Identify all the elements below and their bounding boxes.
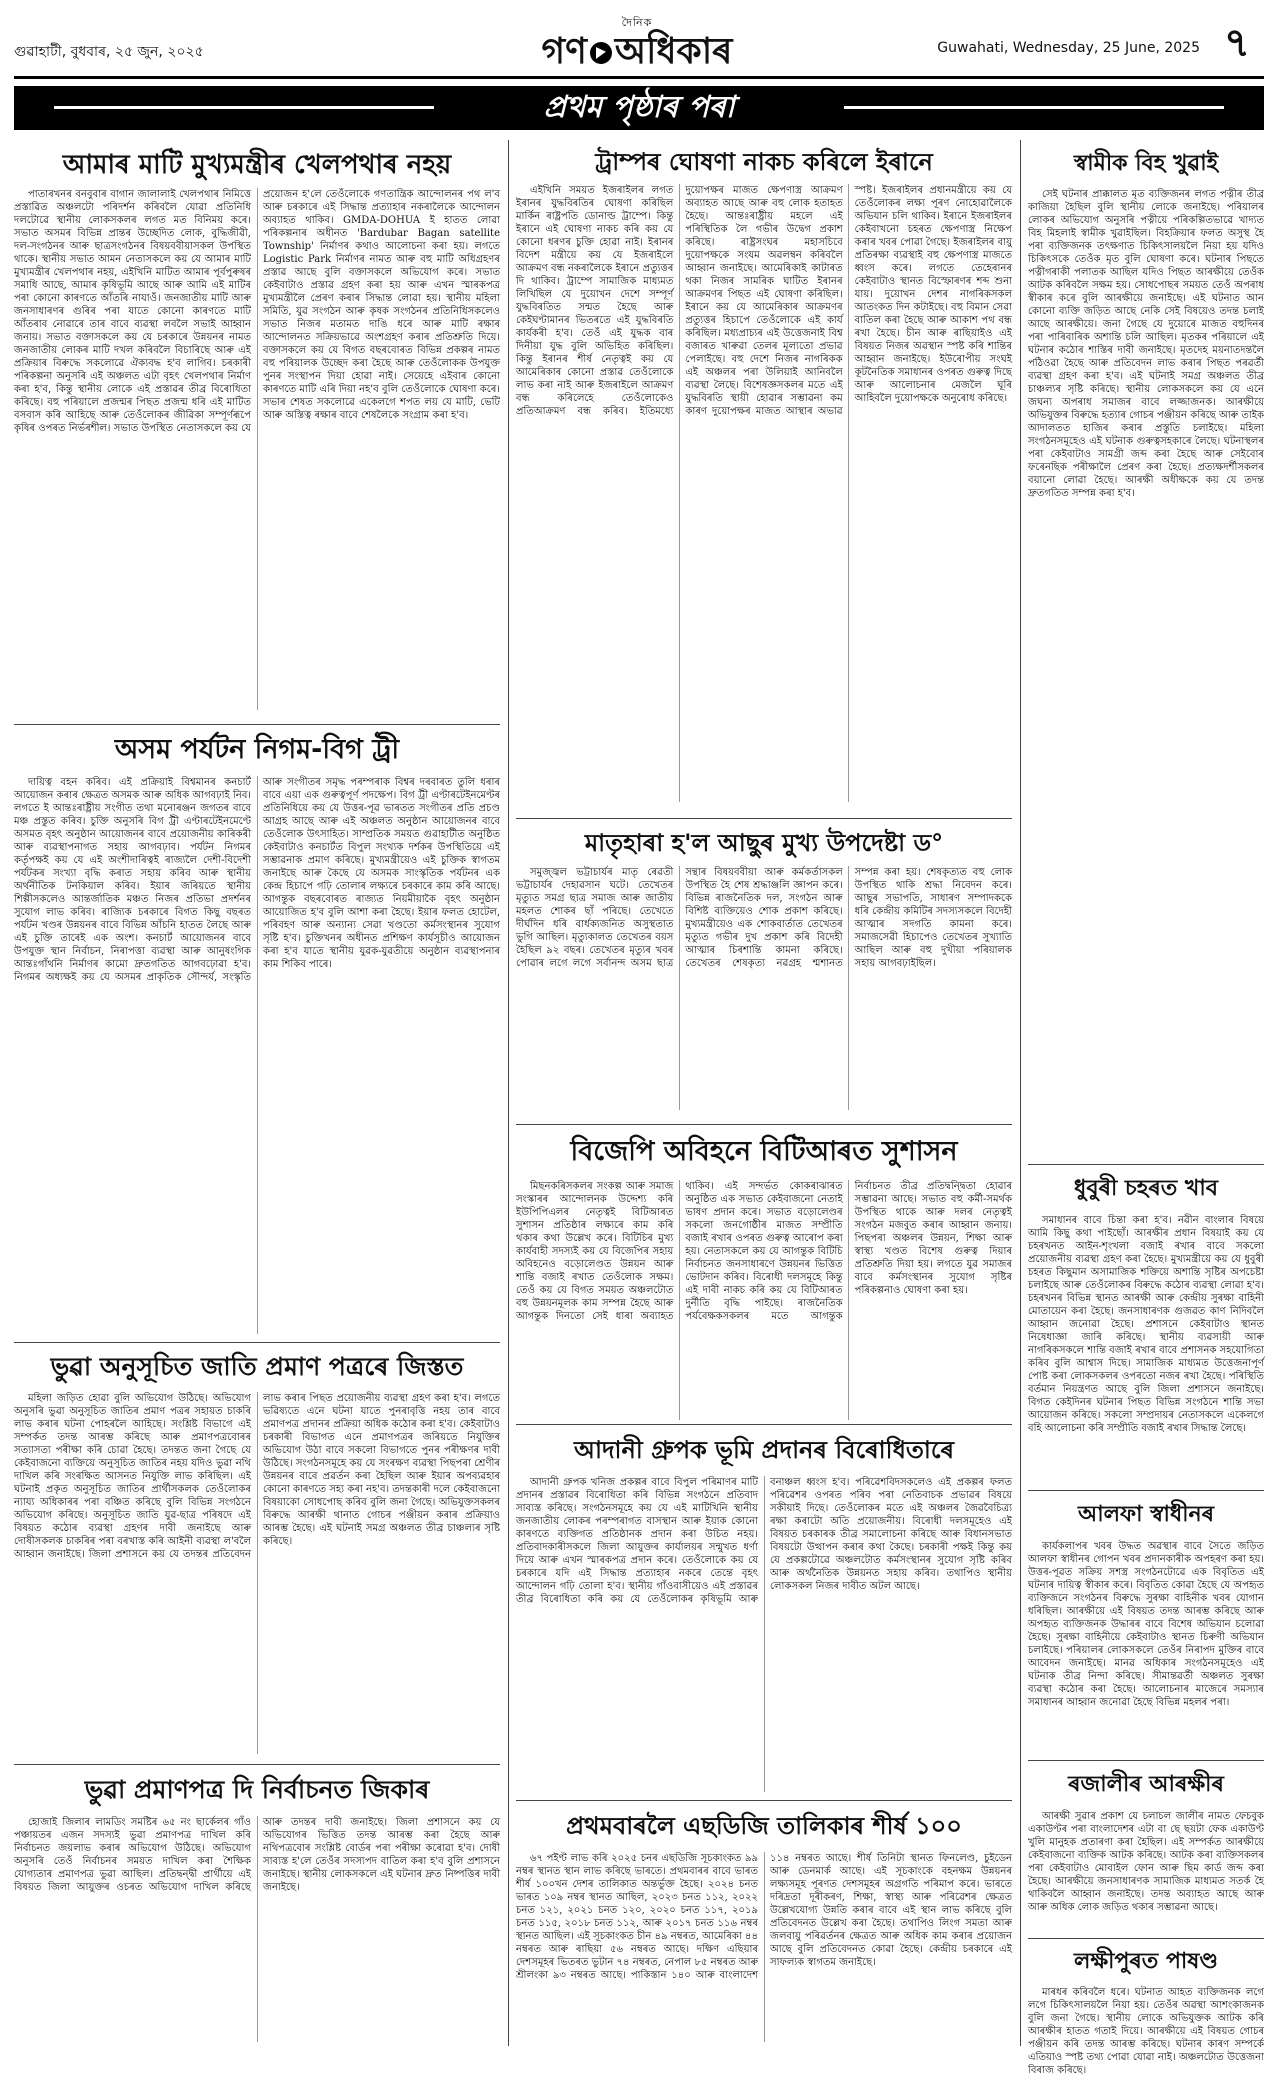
dateline-left: গুৱাহাটী, বুধবাৰ, ২৫ জুন, ২০২৫ — [14, 44, 204, 60]
body-c4: আৰক্ষী সুৱাৰ প্ৰকাশ যে চলাচল জালীৰ নামত ফেচবুক একাউণ্টৰ পৰা বাংলাদেশৰ এটা বা ছে ছয়টা ফেক একাউণ্ট খুলি মানুহক প্ৰতাৰণা কৰা হৈছিল। এই সম্পৰ্কত আৰক্ষীয়ে কেইবাজনো ব্যক্তিক আটক কৰিছে। আটক কৰা ব্যক্তিসকলৰ পৰা কেইবাটাও মোবাইল ফোন আৰু ছিম কাৰ্ড জব্দ কৰা হৈছে। আৰক্ষীয়ে জনসাধাৰণক সামাজিক মাধ্যমত সতৰ্ক হৈ থাকিবলৈ আহ্বান জনাইছে। তদন্ত অব্যাহত আছে আৰু আৰু অধিক লোক জড়িত থকাৰ সম্ভাৱনা আছে। — [1028, 1811, 1264, 1913]
headline-c3: আলফা স্বাধীনৰ — [1077, 1502, 1215, 1527]
column-divider — [508, 140, 509, 2046]
rule — [14, 724, 500, 725]
article-a1 — [14, 148, 500, 720]
body-b3: মিছনকৰিসকলৰ সংকল্প আৰু সমাজ সংস্কাৰৰ আন্দোলনক উদ্দেশ্য কৰি ইউপিপিএলৰ নেতৃত্বই বিটিআৰত সুশাসন প্ৰতিষ্ঠাৰ লক্ষ্যৰে কাম কৰি থকাৰ কথা উল্লেখ কৰে। বিটিচিৰ মুখ্য কাৰ্যবাহী সদস্যই কয় যে বিজেপিৰ সহায় অবিহনেও বড়োলেণ্ডত উন্নয়ন আৰু শান্তি বজাই ৰখাত তেওঁলোক সক্ষম। তেওঁ কয় যে বিগত সময়ত অঞ্চলটোত বহু উন্নয়নমূলক কাম সম্পন্ন হৈছে আৰু আগন্তুক দিনতো সেই ধাৰা অব্যাহত থাকিব। এই সন্দৰ্ভত কোকৰাঝাৰত অনুষ্ঠিত এক সভাত কেইবাজনো নেতাই ভাষণ প্ৰদান কৰে। সভাত বড়োলেণ্ডৰ সকলো জনগোষ্ঠীৰ মাজত সম্প্ৰীতি বজাই ৰখাৰ ওপৰত গুৰুত্ব আৰোপ কৰা হয়। নেতাসকলে কয় যে আগন্তুক বিটিচি নিৰ্বাচনত জনসাধাৰণে উন্নয়নৰ ভিত্তিত ভোটদান কৰিব। বিৰোধী দলসমূহে কিন্তু এই দাবী নাকচ কৰি কয় যে বিটিআৰত দুৰ্নীতি বৃদ্ধি পাইছে। ৰাজনৈতিক পৰ্যবেক্ষকসকলৰ মতে আগন্তুক নিৰ্বাচনত তীব্ৰ প্ৰতিদ্বন্দ্বিতা হোৱাৰ সম্ভাৱনা আছে। সভাত বহু কৰ্মী-সমৰ্থক উপস্থিত থাকে আৰু দলৰ নেতৃত্বই সংগঠন মজবুত কৰাৰ আহ্বান জনায়। পিছপৰা অঞ্চলৰ উন্নয়ন, শিক্ষা আৰু স্বাস্থ্য খণ্ডত বিশেষ গুৰুত্ব দিয়াৰ প্ৰতিশ্ৰুতি দিয়া হয়। লগতে যুৱ সমাজৰ বাবে কৰ্মসংস্থানৰ সুযোগ সৃষ্টিৰ পৰিকল্পনাও ঘোষণা কৰা হয়। — [516, 1181, 1012, 1322]
logo-name-part2: অধিকাৰ — [614, 31, 733, 72]
headline-a3: ভুৱা অনুসূচিত জাতি প্ৰমাণ পত্ৰৰে জিস্তত — [50, 1352, 464, 1381]
masthead-rule — [14, 76, 1264, 79]
body-b2: সমুজ্জ্বল ভট্টাচাৰ্যৰ মাতৃ ৰেৱতী ভট্টাচাৰ্যৰ দেহাৱসান ঘটে। তেখেতৰ মৃত্যুত সমগ্ৰ ছাত্ৰ সমাজ আৰু জাতীয় মহলত শোকৰ ছাঁ পৰিছে। তেখেতে দীৰ্ঘদিন ধৰি বাৰ্ধক্যজনিত অসুস্থতাত ভুগি আছিল। মৃত্যুকালত তেখেতৰ বয়স হৈছিল ৯২ বছৰ। তেখেতৰ মৃত্যুৰ খবৰ পোৱাৰ লগে লগে সৰ্বানন্দ অসম ছাত্ৰ সন্থাৰ বিষয়ববীয়া আৰু কৰ্মকৰ্তাসকল উপস্থিত হৈ শেষ শ্ৰদ্ধাঞ্জলি জ্ঞাপন কৰে। বিভিন্ন ৰাজনৈতিক দল, সংগঠন আৰু বিশিষ্ট ব্যক্তিয়েও শোক প্ৰকাশ কৰিছে। মুখ্যমন্ত্ৰীয়েও এক শোকবাৰ্তাত তেখেতৰ মৃত্যুত গভীৰ দুখ প্ৰকাশ কৰি বিদেহী আত্মাৰ চিৰশান্তি কামনা কৰিছে। তেখেতৰ শেষকৃত্য নৱগ্ৰহ শ্মশানত সম্পন্ন কৰা হয়। শেষকৃত্যত বহু লোক উপস্থিত থাকি শ্ৰদ্ধা নিবেদন কৰে। আছুৰ সভাপতি, সাধাৰণ সম্পাদককে ধৰি কেন্দ্ৰীয় কমিটিৰ সদস্যসকলে বিদেহী আত্মাৰ সদগতি কামনা কৰে। সমাজসেৱী হিচাপেও তেখেতৰ সুখ্যাতি আছিল আৰু বহু দুখীয়া পৰিয়ালক সহায় আগবঢ়াইছিল। — [516, 867, 1012, 969]
article-a4 — [14, 1770, 500, 2046]
body-a3: মহিলা জড়িত হোৱা বুলি অভিযোগ উঠিছে। অভিযোগ অনুসৰি ভুৱা অনুসূচিত জাতিৰ প্ৰমাণ পত্ৰৰ সহায়ত চাকৰি লাভ কৰাৰ ঘটনা পোহৰলৈ আহিছে। সংশ্লিষ্ট বিভাগে এই সম্পৰ্কত তদন্ত আৰম্ভ কৰিছে আৰু প্ৰমাণপত্ৰবোৰৰ সত্যাসত্য পৰীক্ষা কৰি চোৱা হৈছে। তদন্তত জনা গৈছে যে কেইবাজনো ব্যক্তিয়ে অনুসূচিত জাতিৰ নহয় যদিও ভুৱা নথি দাখিল কৰি সংৰক্ষিত আসনত নিযুক্তি লাভ কৰিছিল। এই ঘটনাই প্ৰকৃত অনুসূচিত জাতিৰ প্ৰাৰ্থীসকলক তেওঁলোকৰ ন্যায্য অধিকাৰৰ পৰা বঞ্চিত কৰিছে বুলি বিভিন্ন সংগঠনে অভিযোগ কৰিছে। অনুসূচিত জাতি যুৱ-ছাত্ৰ পৰিষদে এই বিষয়ত কঠোৰ ব্যৱস্থা গ্ৰহণৰ দাবী জনাইছে আৰু দোষীসকলক চাকৰিৰ পৰা বৰখাস্ত কৰি আইনী ব্যৱস্থা ল'বলৈ আহ্বান জনাইছে। জিলা প্ৰশাসনে কয় যে তদন্তৰ প্ৰতিবেদন লাভ কৰাৰ পিছত প্ৰয়োজনীয় ব্যৱস্থা গ্ৰহণ কৰা হ'ব। লগতে ভৱিষ্যতে এনে ঘটনা যাতে পুনৰাবৃত্তি নহয় তাৰ বাবে প্ৰমাণপত্ৰ প্ৰদানৰ প্ৰক্ৰিয়া অধিক কঠোৰ কৰা হ'ব। কেইবাটাও চৰকাৰী বিভাগত এনে প্ৰমাণপত্ৰৰ জৰিয়তে নিযুক্তিৰ অভিযোগ উঠা বাবে সকলো বিভাগতে পুনৰ পৰীক্ষণৰ দাবী উঠিছে। সংগঠনসমূহে কয় যে সংৰক্ষণ ব্যৱস্থা পিছপৰা শ্ৰেণীৰ উন্নয়নৰ বাবে প্ৰৱৰ্তন কৰা হৈছিল আৰু ইয়াৰ অপব্যৱহাৰ কোনো কাৰণতে সহ্য কৰা নহ'ব। তদন্তকাৰী দলে কেইবাজনো বিষয়াকো সোধপোছ কৰিব বুলি জনা গৈছে। অভিযুক্তসকলৰ বিৰুদ্ধে আৰক্ষী থানাত গোচৰ পঞ্জীয়ন কৰাৰ প্ৰক্ৰিয়াও আৰম্ভ হৈছে। এই ঘটনাই সমগ্ৰ অঞ্চলত তীব্ৰ চাঞ্চল্যৰ সৃষ্টি কৰিছে। — [14, 1393, 500, 1560]
body-b5: ৬৭ পইণ্ট লাভ কৰি ২০২৫ চনৰ এছডিজি সূচকাংকত ৯৯ নম্বৰ স্থানত স্থান লাভ কৰিছে ভাৰতে। প্ৰথমবাৰৰ বাবে ভাৰত শীৰ্ষ ১০০খন দেশৰ তালিকাত অন্তৰ্ভুক্ত হৈছে। ২০২৪ চনত ভাৰত ১০৯ নম্বৰ স্থানত আছিল, ২০২৩ চনত ১১২, ২০২২ চনত ১২১, ২০২১ চনত ১২০, ২০২০ চনত ১১৭, ২০১৯ চনত ১১৫, ২০১৮ চনত ১১২, আৰু ২০১৭ চনত ১১৬ নম্বৰ স্থানত আছিল। এই সূচকাংকত চীন ৪৯ নম্বৰত, আমেৰিকা ৪৪ নম্বৰত আৰু ৰাছিয়া ৫৬ নম্বৰত আছে। দক্ষিণ এছিয়াৰ দেশসমূহৰ ভিতৰত ভুটান ৭৪ নম্বৰত, নেপাল ৮৫ নম্বৰত আৰু শ্ৰীলংকা ৯৩ নম্বৰত আছে। পাকিস্তান ১৪০ আৰু বাংলাদেশ ১১৪ নম্বৰত আছে। শীৰ্ষ তিনিটা স্থানত ফিনলেণ্ড, চুইডেন আৰু ডেনমাৰ্ক আছে। এই সূচকাংকে বহনক্ষম উন্নয়নৰ লক্ষ্যসমূহ পূৰণত দেশসমূহৰ অগ্ৰগতি পৰিমাপ কৰে। ভাৰতে দৰিদ্ৰতা দূৰীকৰণ, শিক্ষা, স্বাস্থ্য আৰু পৰিৱেশৰ ক্ষেত্ৰত উল্লেখযোগ্য উন্নতি কৰাৰ বাবে এই স্থান লাভ কৰিছে বুলি প্ৰতিবেদনত উল্লেখ কৰা হৈছে। তথাপিও লিংগ সমতা আৰু জলবায়ু পৰিৱৰ্তনৰ ক্ষেত্ৰত আৰু অধিক কাম কৰাৰ প্ৰয়োজন আছে বুলি প্ৰতিবেদনত কোৱা হৈছে। কেন্দ্ৰীয় চৰকাৰে এই সাফল্যক স্বাগতম জনাইছে। — [516, 1853, 1012, 1981]
rule — [1028, 1164, 1264, 1165]
article-b4 — [516, 1430, 1012, 1796]
logo-name-part1: গণ — [541, 31, 587, 72]
headline-a4: ভুৱা প্ৰমাণপত্ৰ দি নিৰ্বাচনত জিকাৰ — [84, 1775, 430, 1804]
section-banner: প্ৰথম পৃষ্ঠাৰ পৰা — [14, 86, 1264, 130]
headline-b1: ট্ৰাম্পৰ ঘোষণা নাকচ কৰিলে ইৰানে — [595, 148, 933, 176]
rule — [1028, 1760, 1264, 1761]
body-c2: সমাধানৰ বাবে চিন্তা কৰা হ'ব। নৱীন বাংলাৰ বিষয়ে আমি কিছু কথা পাইছোঁ। আৰক্ষীৰ প্ৰধান বিষয়াই কয় যে চহৰখনত আইন-শৃংখলা বজাই ৰখাৰ বাবে সকলো প্ৰয়োজনীয় ব্যৱস্থা গ্ৰহণ কৰা হৈছে। মুখ্যমন্ত্ৰীয়ে কয় যে ধুবুৰী চহৰত কিছুমান অসামাজিক শক্তিয়ে অশান্তি সৃষ্টিৰ অপচেষ্টা চলাইছে আৰু তেওঁলোকৰ বিৰুদ্ধে কঠোৰ ব্যৱস্থা লোৱা হ'ব। চহৰখনৰ বিভিন্ন স্থানত আৰক্ষী আৰু কেন্দ্ৰীয় সুৰক্ষা বাহিনী মোতায়েন কৰা হৈছে। জনসাধাৰণক গুজৱত কাণ নিদিবলৈ আহ্বান জনোৱা হৈছে। প্ৰশাসনে কেইবাটাও স্থানত নিষেধাজ্ঞা জাৰি কৰিছে। স্থানীয় ব্যৱসায়ী আৰু নাগৰিকসকলে শান্তি বজাই ৰখাৰ বাবে প্ৰশাসনক সহযোগিতা কৰিব বুলি আশ্বাস দিছে। সামাজিক মাধ্যমত উত্তেজনাপূৰ্ণ পোষ্ট কৰা লোকসকলৰ ওপৰতো নজৰ ৰখা হৈছে। পৰিস্থিতি বৰ্তমান নিয়ন্ত্ৰণত আছে বুলি জিলা প্ৰশাসনে জনাইছে। বিগত কেইদিনৰ ঘটনাৰ পিছত বিভিন্ন সংগঠনে শান্তি সভা আয়োজন কৰিছে। সকলো সম্প্ৰদায়ৰ নেতাসকলে একেলগে বহি আলোচনা কৰি সম্প্ৰীতি বজাই ৰখাৰ সিদ্ধান্ত লৈছে। — [1028, 1215, 1264, 1434]
body-c3: কাৰ্যকলাপৰ খবৰ উদ্ধত অৱস্থাৰ বাবে সৈতে জড়িত আলফা স্বাধীনৰ গোপন খবৰ প্ৰদানকাৰীক অপহৰণ কৰা হয়। উত্তৰ-পূৱত সক্ৰিয় সশস্ত্ৰ সংগঠনটোৱে এক বিবৃতিত এই ঘটনাৰ দায়িত্ব স্বীকাৰ কৰে। বিবৃতিত কোৱা হৈছে যে অপহৃত ব্যক্তিজনে সংগঠনৰ বিৰুদ্ধে সুৰক্ষা বাহিনীক খবৰ যোগান ধৰিছিল। আৰক্ষীয়ে এই বিষয়ত তদন্ত আৰম্ভ কৰিছে আৰু অপহৃত ব্যক্তিজনক উদ্ধাৰৰ বাবে বিশেষ অভিযান চলোৱা হৈছে। সুৰক্ষা বাহিনীয়ে কেইবাটাও স্থানত চিৰুণী অভিযান চলাইছে। পৰিয়ালৰ লোকসকলে তেওঁৰ নিৰাপদ মুক্তিৰ বাবে আবেদন জনাইছে। মানৱ অধিকাৰ সংগঠনসমূহেও এই ঘটনাক তীব্ৰ নিন্দা কৰিছে। সীমান্তৱৰ্তী অঞ্চলত সুৰক্ষা ব্যৱস্থা কঠোৰ কৰা হৈছে। আলোচনাৰ মাজেৰে সমস্যাৰ সমাধানৰ আহ্বান জনোৱা হৈছে বিভিন্ন মহলৰ পৰা। — [1028, 1541, 1264, 1708]
article-c4 — [1028, 1766, 1264, 1934]
headline-b5: প্ৰথমবাৰলৈ এছডিজি তালিকাৰ শীৰ্ষ ১০০ — [566, 1812, 962, 1840]
headline-c2: ধুবুৰী চহৰত খাব — [1074, 1176, 1218, 1201]
rule — [516, 818, 1012, 819]
body-c5: মাৰধৰ কৰিবলৈ ধৰে। ঘটনাত আহত ব্যক্তিজনক লগে লগে চিকিৎসালয়লৈ নিয়া হয়। তেওঁৰ অৱস্থা আশংকাজনক বুলি জনা গৈছে। স্থানীয় লোকে অভিযুক্তক আটক কৰি আৰক্ষীৰ হাতত গতাই দিয়ে। আৰক্ষীয়ে এই বিষয়ত গোচৰ পঞ্জীয়ন কৰি তদন্ত আৰম্ভ কৰিছে। ঘটনাৰ কাৰণ সম্পৰ্কে এতিয়াও স্পষ্ট তথ্য পোৱা যোৱা নাই। অঞ্চলটোত উত্তেজনা বিৰাজ কৰিছে। — [1028, 1987, 1264, 2076]
article-b1 — [516, 146, 1012, 814]
headline-a2: অসম পৰ্যটন নিগম-বিগ ট্ৰী — [114, 734, 400, 765]
headline-b4: আদানী গ্ৰুপক ভূমি প্ৰদানৰ বিৰোধিতাৰে — [573, 1436, 955, 1464]
article-c1 — [1028, 146, 1264, 1160]
article-a3 — [14, 1348, 500, 1760]
body-b4: আদানী গ্ৰুপক খনিজ প্ৰকল্পৰ বাবে বিপুল পৰিমাণৰ মাটি প্ৰদানৰ প্ৰস্তাৱৰ বিৰোধিতা কৰি বিভিন্ন সংগঠনে প্ৰতিবাদ সাব্যস্ত কৰিছে। সংগঠনসমূহে কয় যে এই মাটিখিনি স্থানীয় জনজাতীয় লোকৰ পৰম্পৰাগত বাসস্থান আৰু ইয়াক কোনো কাৰণতে ব্যক্তিগত প্ৰতিষ্ঠানক প্ৰদান কৰা উচিত নহয়। প্ৰতিবাদকাৰীসকলে জিলা আয়ুক্তৰ কাৰ্যালয়ৰ সন্মুখত ধৰ্ণা দিয়ে আৰু এখন স্মাৰকপত্ৰ প্ৰদান কৰে। তেওঁলোকে কয় যে চৰকাৰে যদি এই সিদ্ধান্ত প্ৰত্যাহাৰ নকৰে তেন্তে বৃহৎ আন্দোলন গঢ়ি তোলা হ'ব। স্থানীয় গাঁওবাসীয়েও এই প্ৰস্তাৱৰ তীব্ৰ বিৰোধিতা কৰি কয় যে তেওঁলোকৰ কৃষিভূমি আৰু বনাঞ্চল ধ্বংস হ'ব। পৰিৱেশবিদসকলেও এই প্ৰকল্পৰ ফলত পৰিৱেশৰ ওপৰত পৰিব পৰা নেতিবাচক প্ৰভাৱৰ বিষয়ে সকীয়াই দিছে। তেওঁলোকৰ মতে এই অঞ্চলৰ জৈৱবৈচিত্ৰ্য ৰক্ষা কৰাটো অতি প্ৰয়োজনীয়। বিৰোধী দলসমূহেও এই বিষয়ত চৰকাৰক তীব্ৰ সমালোচনা কৰিছে আৰু বিধানসভাত বিষয়টো উত্থাপন কৰাৰ কথা কৈছে। চৰকাৰী পক্ষই কিন্তু কয় যে প্ৰকল্পটোৱে অঞ্চলটোত কৰ্মসংস্থানৰ সুযোগ সৃষ্টি কৰিব আৰু অৰ্থনৈতিক উন্নয়নত সহায় কৰিব। তথাপিও স্থানীয় লোকসকল নিজৰ দাবীত অটল আছে। — [516, 1477, 1012, 1605]
rule — [516, 1424, 1012, 1425]
headline-b2: মাতৃহাৰা হ'ল আছুৰ মুখ্য উপদেষ্টা ড° — [584, 829, 944, 857]
headline-c5: লক্ষীপুৰত পাষণ্ড — [1073, 1949, 1219, 1974]
article-b5 — [516, 1806, 1012, 2046]
dateline-right: Guwahati, Wednesday, 25 June, 2025 — [937, 40, 1200, 56]
rule — [1028, 1490, 1264, 1491]
article-c2 — [1028, 1170, 1264, 1486]
headline-c1: স্বামীক বিহ খুৱাই — [1073, 151, 1219, 176]
page-number: ৭ — [1223, 20, 1250, 66]
rule — [1028, 1938, 1264, 1939]
body-a4: হোজাই জিলাৰ লামডিং সমষ্টিৰ ৬৫ নং ছাৰ্কেলৰ গাঁও পঞ্চায়তৰ এজন সদস্যই ভুৱা প্ৰমাণপত্ৰ দাখিল কৰি নিৰ্বাচনত জয়লাভ কৰাৰ অভিযোগ উঠিছে। অভিযোগ অনুসৰি তেওঁ নিৰ্বাচনৰ সময়ত দাখিল কৰা শৈক্ষিক যোগ্যতাৰ প্ৰমাণপত্ৰ ভুৱা আছিল। প্ৰতিদ্বন্দ্বী প্ৰাৰ্থীয়ে এই বিষয়ত জিলা আয়ুক্তৰ ওচৰত অভিযোগ দাখিল কৰিছে আৰু তদন্তৰ দাবী জনাইছে। জিলা প্ৰশাসনে কয় যে অভিযোগৰ ভিত্তিত তদন্ত আৰম্ভ কৰা হৈছে আৰু নথিপত্ৰবোৰ সংশ্লিষ্ট বোৰ্ডৰ পৰা পৰীক্ষা কৰোৱা হ'ব। দোষী সাব্যস্ত হ'লে তেওঁৰ সদস্যপদ বাতিল কৰা হ'ব বুলি প্ৰশাসনে জনাইছে। স্থানীয় লোকসকলে এই ঘটনাৰ দ্ৰুত নিষ্পত্তিৰ দাবী জনাইছে। — [14, 1817, 500, 1893]
rule — [516, 1800, 1012, 1801]
body-a2: দায়িত্ব বহন কৰিব। এই প্ৰক্ৰিয়াই বিশ্বমানৰ কনচাৰ্ট আয়োজন কৰাৰ ক্ষেত্ৰত অসমক আৰু অধিক আগবঢ়াই নিব। লগতে ই আন্তঃৰাষ্ট্ৰীয় সংগীত তথা মনোৰঞ্জন জগতৰ বাবে মঞ্চ প্ৰস্তুত কৰিব। চুক্তি অনুসৰি বিগ ট্ৰী এণ্টাৰটেইনমেণ্টে অসমত বৃহৎ অনুষ্ঠান আয়োজনৰ বাবে প্ৰয়োজনীয় কাৰিকৰী আৰু ব্যৱস্থাপনাগত সহায় আগবঢ়াব। পৰ্যটন নিগমৰ কৰ্তৃপক্ষই কয় যে এই অংশীদাৰিত্বই ৰাজ্যলৈ দেশী-বিদেশী পৰ্যটকৰ সংখ্যা বৃদ্ধি কৰাত সহায় কৰিব আৰু স্থানীয় অৰ্থনীতিক টনকিয়াল কৰিব। ইয়াৰ জৰিয়তে স্থানীয় শিল্পীসকলেও আন্তৰ্জাতিক মঞ্চত নিজৰ প্ৰতিভা প্ৰদৰ্শনৰ সুযোগ লাভ কৰিব। ৰাজ্যিক চৰকাৰে বিগত কিছু বছৰত পৰ্যটন খণ্ডৰ উন্নয়নৰ বাবে বিভিন্ন আঁচনি হাতত লৈছে আৰু এই চুক্তি তাৰেই এক অংশ। কনচাৰ্ট আয়োজনৰ বাবে উপযুক্ত স্থান নিৰ্বাচন, নিৰাপত্তা ব্যৱস্থা আৰু আনুষংগিক আন্তঃগাঁথনি নিৰ্মাণৰ কামো দ্ৰুতগতিত আগবঢ়োৱা হ'ব। নিগমৰ অধ্যক্ষই কয় যে অসমৰ প্ৰাকৃতিক সৌন্দৰ্য, সংস্কৃতি আৰু সংগীতৰ সমৃদ্ধ পৰম্পৰাক বিশ্বৰ দৰবাৰত তুলি ধৰাৰ বাবে এয়া এক গুৰুত্বপূৰ্ণ পদক্ষেপ। বিগ ট্ৰী এণ্টাৰটেইনমেণ্টৰ প্ৰতিনিধিয়ে কয় যে উত্তৰ-পূৱ ভাৰতত সংগীতৰ প্ৰতি প্ৰচণ্ড আগ্ৰহ আছে আৰু এই অঞ্চলত অনুষ্ঠান আয়োজনৰ বাবে তেওঁলোক উৎসাহিত। সাম্প্ৰতিক সময়ত গুৱাহাটীত অনুষ্ঠিত কেইবাটাও কনচাৰ্টত বিপুল সংখ্যক দৰ্শকৰ উপস্থিতিয়ে এই সম্ভাৱনাক প্ৰমাণ কৰিছে। মুখ্যমন্ত্ৰীয়েও এই চুক্তিক স্বাগতম জনাইছে আৰু কৈছে যে অসমক সাংস্কৃতিক পৰ্যটনৰ এক কেন্দ্ৰ হিচাপে গঢ়ি তোলাৰ লক্ষ্যৰে চৰকাৰে কাম কৰি আছে। আগন্তুক বছৰবোৰত ৰাজ্যত নিয়মীয়াকৈ বৃহৎ অনুষ্ঠান আয়োজিত হ'ব বুলি আশা কৰা হৈছে। ইয়াৰ ফলত হোটেল, পৰিবহণ আৰু অন্যান্য সেৱা খণ্ডতো কৰ্মসংস্থানৰ সুযোগ সৃষ্টি হ'ব। চুক্তিখনৰ অধীনত প্ৰশিক্ষণ কাৰ্যসূচীও আয়োজন কৰা হ'ব যাতে স্থানীয় যুৱক-যুৱতীয়ে অনুষ্ঠান ব্যৱস্থাপনাৰ কাম শিকিব পাৰে। — [14, 777, 500, 983]
body-a1: পাতাৰখনৰ বনবুবাৰ বাগান জালালাই খেলপথাৰ নিমিত্তে প্ৰস্তাৱিত অঞ্চলটো পৰিদৰ্শন কৰিবলৈ যোৱা প্ৰতিনিধি দলটোৱে স্থানীয় লোকসকলৰ লগত মত বিনিময় কৰে। সভাত অসমৰ বিভিন্ন প্ৰান্তৰ উচ্ছেদিত লোক, বুদ্ধিজীৱী, দল-সংগঠনৰ আৰু ছাত্ৰসংগঠনৰ বিষয়ববীয়াসকল উপস্থিত থাকে। স্থানীয় সভাত আমন নেতাসকলে কয় যে আমাৰ মাটি মুখ্যমন্ত্ৰীৰ খেলপথাৰ নহয়, এইখিনি মাটিত আমাৰ পূৰ্বপুৰুষৰ সমাধি আছে, আমাৰ কৃষিভূমি আছে আৰু আমি এই মাটিৰ পৰা কোনো কাৰণতে আঁতৰি নাযাওঁ। জনজাতীয় মাটি আৰু জনসাধাৰণৰ গুৰিৰ পৰা যাতে কোনো কাৰণতে মাটি আঁতৰাব নোৱাৰে তাৰ বাবে ব্যৱস্থা লবলৈ সভাই আহ্বান জনায়। সভাত বক্তাসকলে কয় যে চৰকাৰে উন্নয়নৰ নামত জনজাতীয় লোকৰ মাটি দখল কৰিবলৈ বিচাৰিছে আৰু এই প্ৰক্ৰিয়াৰ বিৰুদ্ধে সকলোৱে ঐক্যবদ্ধ হ'ব লাগিব। চৰকাৰী পৰিকল্পনা অনুসৰি এই অঞ্চলত এটা বৃহৎ খেলপথাৰ নিৰ্মাণ কৰা হ'ব, কিন্তু স্থানীয় লোকে এই প্ৰস্তাৱৰ তীব্ৰ বিৰোধিতা কৰিছে। বহু পৰিয়ালে প্ৰজন্মৰ পিছত প্ৰজন্ম ধৰি এই মাটিত বসবাস কৰি আহিছে আৰু তেওঁলোকৰ জীৱিকা সম্পূৰ্ণৰূপে কৃষিৰ ওপৰত নিৰ্ভৰশীল। সভাত উপস্থিত নেতাসকলে কয় যে প্ৰয়োজন হ'লে তেওঁলোকে গণতান্ত্ৰিক আন্দোলনৰ পথ ল'ব আৰু চৰকাৰে এই সিদ্ধান্ত প্ৰত্যাহাৰ নকৰালৈকে আন্দোলন অব্যাহত থাকিব। GMDA-DOHUA ই হাতত লোৱা পৰিকল্পনাৰ অধীনত 'Bardubar Bagan satellite Township' নিৰ্মাণৰ কথাও আলোচনা কৰা হয়। লগতে Logistic Park নিৰ্মাণৰ নামত আৰু বহু মাটি অধিগ্ৰহণৰ প্ৰস্তাৱ আছে বুলি বক্তাসকলে অভিযোগ কৰে। সভাত কেইবাটাও প্ৰস্তাৱ গ্ৰহণ কৰা হয় আৰু এখন স্মাৰকপত্ৰ মুখ্যমন্ত্ৰীলৈ প্ৰেৰণ কৰাৰ সিদ্ধান্ত লোৱা হয়। স্থানীয় মহিলা সমিতি, যুৱ সংগঠন আৰু কৃষক সংগঠনৰ প্ৰতিনিধিসকলেও সভাত নিজৰ মতামত দাঙি ধৰে আৰু মাটি ৰক্ষাৰ আন্দোলনত সক্ৰিয়ভাৱে অংশগ্ৰহণ কৰাৰ প্ৰতিশ্ৰুতি দিয়ে। বক্তাসকলে কয় যে বিগত বছৰবোৰত বিভিন্ন প্ৰকল্পৰ নামত বহু পৰিয়ালক উচ্ছেদ কৰা হৈছে আৰু তেওঁলোকক উপযুক্ত পুনৰ সংস্থাপন দিয়া হোৱা নাই। সেয়েহে এইবাৰ কোনো কাৰণতে মাটি এৰি দিয়া নহ'ব বুলি তেওঁলোকে ঘোষণা কৰে। সভাৰ শেষত সকলোৱে একেলগে শপত লয় যে মাটি, ভেটি আৰু অস্তিত্ব ৰক্ষাৰ বাবে শেষলৈকে সংগ্ৰাম কৰা হ'ব। — [14, 189, 500, 434]
body-b1: এইখিনি সময়ত ইজৰাইলৰ লগত ইৰানৰ যুদ্ধবিৰতিৰ ঘোষণা কৰিছিল মাৰ্কিন ৰাষ্ট্ৰপতি ডোনাল্ড ট্ৰাম্পে। কিন্তু ইৰানে এই ঘোষণা নাকচ কৰি কয় যে কোনো ধৰণৰ চুক্তি হোৱা নাই। ইৰানৰ বিদেশ মন্ত্ৰীয়ে কয় যে ইজৰাইলে আক্ৰমণ বন্ধ নকৰালৈকে ইৰানে প্ৰত্যুত্তৰ দি থাকিব। ট্ৰাম্পে সামাজিক মাধ্যমত লিখিছিল যে দুয়োখন দেশে সম্পূৰ্ণ যুদ্ধবিৰতিত সন্মত হৈছে আৰু কেইঘণ্টামানৰ ভিতৰতে এই যুদ্ধবিৰতি কাৰ্যকৰী হ'ব। তেওঁ এই যুদ্ধক বাৰ দিনীয়া যুদ্ধ বুলি অভিহিত কৰিছিল। কিন্তু ইৰানৰ শীৰ্ষ নেতৃত্বই কয় যে আমেৰিকাৰ কোনো প্ৰস্তাৱ তেওঁলোকে লাভ কৰা নাই আৰু ইজৰাইলে আক্ৰমণ বন্ধ কৰিলেহে তেওঁলোকেও প্ৰতিআক্ৰমণ বন্ধ কৰিব। ইতিমধ্যে দুয়োপক্ষৰ মাজত ক্ষেপণাস্ত্ৰ আক্ৰমণ অব্যাহত আছে আৰু বহু লোক হতাহত হৈছে। আন্তঃৰাষ্ট্ৰীয় মহলে এই পৰিস্থিতিক লৈ গভীৰ উদ্বেগ প্ৰকাশ কৰিছে। ৰাষ্ট্ৰসংঘৰ মহাসচিবে দুয়োপক্ষকে সংযম অৱলম্বন কৰিবলৈ আহ্বান জনাইছে। আমেৰিকাই কাটাৰত থকা নিজৰ সামৰিক ঘাটিত ইৰানৰ আক্ৰমণৰ পিছত এই ঘোষণা কৰিছিল। ইৰানে কয় যে আমেৰিকাৰ আক্ৰমণৰ প্ৰত্যুত্তৰ হিচাপে তেওঁলোকে এই কাৰ্য কৰিছিল। মধ্যপ্ৰাচ্যৰ এই উত্তেজনাই বিশ্ব বজাৰত খাৰুৱা তেলৰ মূল্যতো প্ৰভাৱ পেলাইছে। বহু দেশে নিজৰ নাগৰিকক এই অঞ্চলৰ পৰা উলিয়াই আনিবলৈ ব্যৱস্থা লৈছে। বিশেষজ্ঞসকলৰ মতে এই যুদ্ধবিৰতি স্থায়ী হোৱাৰ সম্ভাৱনা কম কাৰণ দুয়োপক্ষৰ মাজত আস্থাৰ অভাৱ স্পষ্ট। ইজৰাইলৰ প্ৰধানমন্ত্ৰীয়ে কয় যে তেওঁলোকৰ লক্ষ্য পূৰণ নোহোৱালৈকে অভিযান চলি থাকিব। ইৰানে ইজৰাইলৰ কেইবাখনো চহৰত ক্ষেপণাস্ত্ৰ নিক্ষেপ কৰাৰ খবৰ পোৱা গৈছে। ইজৰাইলৰ বায়ু প্ৰতিৰক্ষা ব্যৱস্থাই বহু ক্ষেপণাস্ত্ৰ মাজতে ধ্বংস কৰে। লগতে তেহেৰানৰ কেইবাটাও স্থানত বিস্ফোৰণৰ শব্দ শুনা যায়। দুয়োখন দেশৰ নাগৰিকসকল আতংকত দিন কটাইছে। বহু বিমান সেৱা বাতিল কৰা হৈছে আৰু আকাশ পথ বন্ধ ৰখা হৈছে। চীন আৰু ৰাছিয়াইও এই বিষয়ত নিজৰ অৱস্থান স্পষ্ট কৰি শান্তিৰ আহ্বান জনাইছে। ইউৰোপীয় সংঘই কূটনৈতিক সমাধানৰ ওপৰত গুৰুত্ব দিছে আৰু আলোচনাৰ মেজলৈ ঘূৰি আহিবলৈ দুয়োপক্ষকে অনুৰোধ কৰিছে। — [516, 185, 1012, 417]
body-c1: সেই ঘটনাৰ প্ৰাক্কালত মৃত ব্যক্তিজনৰ লগত পত্নীৰ তীব্ৰ কাজিয়া হৈছিল বুলি স্থানীয় লোকে জনাইছে। পৰিয়ালৰ লোকৰ অভিযোগ অনুসৰি পত্নীয়ে পৰিকল্পিতভাৱে খাদ্যত বিহ মিহলাই স্বামীক খুৱাইছিল। বিহক্ৰিয়াৰ ফলত অসুস্থ হৈ পৰা ব্যক্তিজনক তৎক্ষণাত চিকিৎসালয়লৈ নিয়া হয় যদিও চিকিৎসকে তেওঁক মৃত বুলি ঘোষণা কৰে। ঘটনাৰ পিছতে পত্নীগৰাকী পলাতক আছিল যদিও পিছত আৰক্ষীয়ে তেওঁক আটক কৰিবলৈ সক্ষম হয়। সোধপোছৰ সময়ত তেওঁ অপৰাধ স্বীকাৰ কৰে বুলি আৰক্ষীয়ে জনাইছে। এই ঘটনাত আন কোনো ব্যক্তি জড়িত আছে নেকি সেই বিষয়েও তদন্ত চলাই আছে আৰক্ষীয়ে। জনা গৈছে যে দুয়োৰে মাজত বহুদিনৰ পৰা পাৰিবাৰিক অশান্তি চলি আছিল। মৃতকৰ পৰিয়ালে এই ঘটনাৰ কঠোৰ শাস্তিৰ দাবী জনাইছে। মৃতদেহ ময়নাতদন্তলৈ পঠিওৱা হৈছে আৰু প্ৰতিবেদন লাভ কৰাৰ পিছত পৰৱৰ্তী ব্যৱস্থা গ্ৰহণ কৰা হ'ব। এই ঘটনাই সমগ্ৰ অঞ্চলত তীব্ৰ চাঞ্চল্যৰ সৃষ্টি কৰিছে। স্থানীয় লোকসকলে কয় যে এনে জঘন্য অপৰাধ সমাজৰ বাবে লজ্জাজনক। আৰক্ষীয়ে অভিযুক্তৰ বিৰুদ্ধে হত্যাৰ গোচৰ পঞ্জীয়ন কৰিছে আৰু তাইক আদালতত হাজিৰ কৰাৰ প্ৰস্তুতি চলাইছে। মহিলা সংগঠনসমূহেও এই ঘটনাক গুৰুত্বসহকাৰে লৈছে। ঘটনাস্থলৰ পৰা কেইবাটাও সামগ্ৰী জব্দ কৰা হৈছে আৰু সেইবোৰ ফৰেনছিক পৰীক্ষালৈ প্ৰেৰণ কৰা হৈছে। প্ৰত্যক্ষদৰ্শীসকলৰ বয়ানো লোৱা হৈছে। আৰক্ষী অধীক্ষকে কয় যে তদন্ত দ্ৰুতগতিত সম্পন্ন কৰা হ'ব। — [1028, 189, 1264, 499]
article-a2 — [14, 730, 500, 1338]
column-divider — [1020, 140, 1021, 2046]
logo-daily-label: দৈনিক — [621, 16, 653, 29]
rule — [14, 1764, 500, 1765]
headline-a1: আমাৰ মাটি মুখ্যমন্ত্ৰীৰ খেলপথাৰ নহয় — [62, 150, 452, 180]
article-b3 — [516, 1130, 1012, 1420]
article-c5 — [1028, 1944, 1264, 2076]
article-c3 — [1028, 1496, 1264, 1756]
masthead — [14, 14, 1264, 78]
rule — [516, 1124, 1012, 1125]
headline-c4: ৰজালীৰ আৰক্ষীৰ — [1068, 1772, 1224, 1797]
newspaper-logo — [506, 14, 768, 72]
article-b2 — [516, 826, 1012, 1120]
rule — [14, 1342, 500, 1343]
headline-b3: বিজেপি অবিহনে বিটিআৰত সুশাসন — [570, 1136, 958, 1167]
flag-icon — [590, 42, 612, 64]
